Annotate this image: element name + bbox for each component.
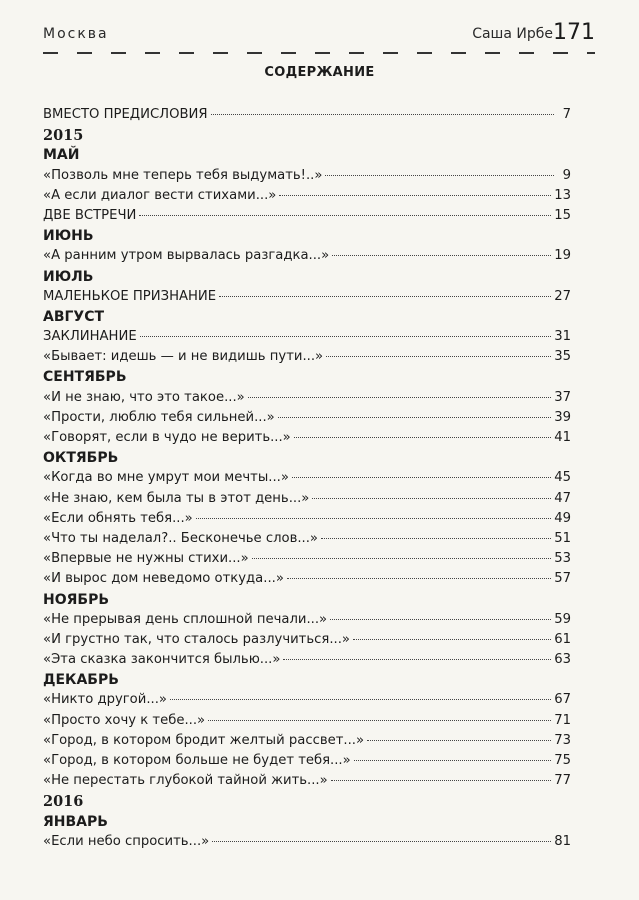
toc-month-heading: СЕНТЯБРЬ bbox=[43, 369, 127, 386]
toc-entry-title: «Позволь мне теперь тебя выдумать!..» bbox=[43, 167, 323, 183]
toc-leader-dots bbox=[331, 780, 552, 781]
toc-page-number: 47 bbox=[554, 490, 571, 506]
toc-leader-dots bbox=[278, 417, 551, 418]
toc-entry-title: МАЛЕНЬКОЕ ПРИЗНАНИЕ bbox=[43, 288, 217, 304]
toc-entry bbox=[43, 713, 571, 733]
toc-page-number: 49 bbox=[554, 510, 571, 526]
toc-leader-dots bbox=[208, 720, 551, 721]
toc-entry bbox=[43, 834, 571, 854]
toc-entry-title: «Никто другой...» bbox=[43, 692, 167, 708]
toc-page-number: 13 bbox=[554, 187, 571, 203]
toc-leader-dots bbox=[292, 477, 551, 478]
header-author: Саша Ирбе bbox=[472, 26, 553, 42]
toc-leader-dots bbox=[354, 760, 552, 761]
toc-page-number: 39 bbox=[554, 409, 571, 425]
toc-page-number: 57 bbox=[554, 571, 571, 587]
header-city: Москва bbox=[43, 26, 109, 42]
toc-entry bbox=[43, 390, 571, 410]
toc-entry-title: «Не прерывая день сплошной печали...» bbox=[43, 611, 328, 627]
toc-page-number: 71 bbox=[554, 712, 571, 728]
toc-page-number: 27 bbox=[554, 288, 571, 304]
toc-entry-title: ЗАКЛИНАНИЕ bbox=[43, 329, 137, 345]
toc-entry bbox=[43, 208, 571, 228]
header-dash-rule bbox=[43, 52, 595, 54]
toc-entry bbox=[43, 410, 571, 430]
toc-page-number: 19 bbox=[554, 248, 571, 264]
toc-month-heading: АВГУСТ bbox=[43, 308, 105, 325]
toc-entry bbox=[43, 470, 571, 490]
toc-entry bbox=[43, 248, 571, 268]
toc-entry bbox=[43, 531, 571, 551]
toc-entry-title: «Город, в котором бродит желтый рассвет...» bbox=[43, 732, 365, 748]
toc-page-number: 63 bbox=[554, 652, 571, 668]
toc-entry bbox=[43, 511, 571, 531]
toc-leader-dots bbox=[332, 255, 551, 256]
toc-month-heading: ЯНВАРЬ bbox=[43, 813, 108, 830]
toc-leader-dots bbox=[139, 215, 551, 216]
toc-month-heading: НОЯБРЬ bbox=[43, 591, 110, 608]
toc-entry bbox=[43, 349, 571, 369]
toc-entry-title: «И не знаю, что это такое...» bbox=[43, 389, 245, 405]
toc-leader-dots bbox=[279, 195, 551, 196]
toc-page-number: 73 bbox=[554, 732, 571, 748]
toc-entry-title: «И грустно так, что сталось разлучиться...» bbox=[43, 631, 350, 647]
toc-entry bbox=[43, 430, 571, 450]
toc-entry bbox=[43, 753, 571, 773]
toc-leader-dots bbox=[252, 558, 552, 559]
toc-month-heading: ОКТЯБРЬ bbox=[43, 450, 119, 467]
toc-leader-dots bbox=[326, 356, 551, 357]
toc-entry-title: ВМЕСТО ПРЕДИСЛОВИЯ bbox=[43, 107, 208, 122]
toc-page-number: 35 bbox=[554, 349, 571, 365]
toc-leader-dots bbox=[219, 296, 551, 297]
toc-entry bbox=[43, 733, 571, 753]
toc-entry bbox=[43, 612, 571, 632]
toc-entry-title: «Впервые не нужны стихи...» bbox=[43, 551, 249, 567]
running-header bbox=[43, 20, 595, 50]
toc-leader-dots bbox=[312, 498, 551, 499]
toc-entry-title: «И вырос дом неведомо откуда...» bbox=[43, 571, 284, 587]
toc-entry-title: «Просто хочу к тебе...» bbox=[43, 712, 206, 728]
toc-page-number: 53 bbox=[554, 551, 571, 567]
toc-page-number: 81 bbox=[554, 833, 571, 849]
toc-leader-dots bbox=[196, 518, 551, 519]
toc-leader-dots bbox=[287, 578, 551, 579]
toc-leader-dots bbox=[248, 397, 551, 398]
toc-leader-dots bbox=[212, 841, 551, 842]
toc-leader-dots bbox=[283, 659, 551, 660]
toc-entry bbox=[43, 551, 571, 571]
toc-leader-dots bbox=[367, 740, 551, 741]
toc-page-number: 61 bbox=[554, 631, 571, 647]
page-title: СОДЕРЖАНИЕ bbox=[264, 65, 375, 80]
toc-page-number: 31 bbox=[554, 329, 571, 345]
toc-page-number: 51 bbox=[554, 530, 571, 546]
toc-entry bbox=[43, 168, 571, 188]
toc-page-number: 37 bbox=[554, 389, 571, 405]
toc-entry-title: «Не перестать глубокой тайной жить...» bbox=[43, 773, 328, 789]
toc-entry-title: «Город, в котором больше не будет тебя...» bbox=[43, 753, 351, 768]
toc-page-number: 67 bbox=[554, 692, 571, 708]
toc-page-number: 45 bbox=[554, 470, 571, 486]
toc-entry-title: ДВЕ ВСТРЕЧИ bbox=[43, 207, 137, 223]
toc-entry bbox=[43, 571, 571, 591]
toc-entry bbox=[43, 491, 571, 511]
toc-page-number: 75 bbox=[554, 753, 571, 768]
toc-entry-title: «Говорят, если в чудо не верить...» bbox=[43, 430, 291, 445]
toc-page-number: 41 bbox=[554, 430, 571, 445]
toc-entry-title: «Если небо спросить...» bbox=[43, 833, 210, 849]
toc-page-number: 15 bbox=[554, 207, 571, 223]
toc-leader-dots bbox=[170, 699, 551, 700]
toc-entry bbox=[43, 652, 571, 672]
toc-page-number: 9 bbox=[562, 167, 571, 183]
toc-entry bbox=[43, 289, 571, 309]
toc-year-heading: 2015 bbox=[43, 127, 84, 145]
toc-entry bbox=[43, 107, 571, 127]
toc-month-heading: ИЮЛЬ bbox=[43, 268, 94, 285]
toc-entry-title: «Эта сказка закончится былью...» bbox=[43, 652, 281, 668]
toc-year-heading: 2016 bbox=[43, 793, 84, 811]
toc-entry-title: «Что ты наделал?.. Бесконечье слов...» bbox=[43, 530, 318, 546]
toc-page-number: 7 bbox=[562, 107, 571, 122]
toc-entry-title: «Когда во мне умрут мои мечты...» bbox=[43, 470, 289, 486]
toc-month-heading: МАЙ bbox=[43, 147, 80, 164]
toc-entry-title: «Не знаю, кем была ты в этот день...» bbox=[43, 490, 310, 506]
toc-leader-dots bbox=[140, 336, 552, 337]
page-number: 171 bbox=[553, 20, 595, 45]
table-of-contents bbox=[43, 107, 571, 854]
toc-entry-title: «А если диалог вести стихами...» bbox=[43, 187, 277, 203]
toc-month-heading: ДЕКАБРЬ bbox=[43, 672, 119, 689]
toc-leader-dots bbox=[211, 114, 554, 115]
toc-leader-dots bbox=[353, 639, 551, 640]
toc-month-heading: ИЮНЬ bbox=[43, 228, 94, 245]
toc-leader-dots bbox=[294, 437, 551, 438]
toc-entry-title: «Бывает: идешь — и не видишь пути...» bbox=[43, 349, 324, 365]
toc-entry bbox=[43, 329, 571, 349]
toc-leader-dots bbox=[325, 175, 554, 176]
toc-leader-dots bbox=[330, 619, 551, 620]
toc-leader-dots bbox=[321, 538, 551, 539]
toc-entry bbox=[43, 632, 571, 652]
toc-entry bbox=[43, 773, 571, 793]
toc-entry-title: «Прости, люблю тебя сильней...» bbox=[43, 409, 275, 425]
toc-page-number: 77 bbox=[554, 773, 571, 789]
toc-entry-title: «А ранним утром вырвалась разгадка...» bbox=[43, 248, 330, 264]
toc-entry bbox=[43, 692, 571, 712]
toc-page-number: 59 bbox=[554, 611, 571, 627]
toc-entry bbox=[43, 188, 571, 208]
toc-entry-title: «Если обнять тебя...» bbox=[43, 510, 193, 526]
